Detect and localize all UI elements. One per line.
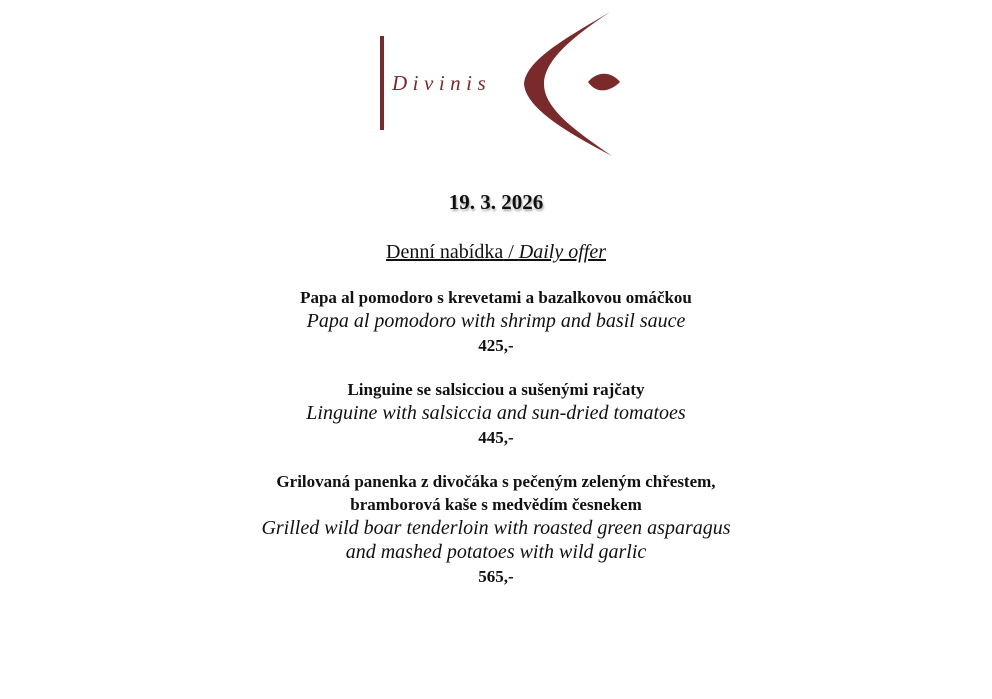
offer-title bbox=[0, 241, 992, 264]
dish-item bbox=[0, 378, 992, 451]
menu-date: 19. 3. 2026 bbox=[448, 190, 544, 214]
dish-item bbox=[0, 470, 992, 590]
dish-name-en: and mashed potatoes with wild garlic bbox=[345, 541, 647, 563]
logo-bar bbox=[380, 36, 384, 130]
logo-wordmark: Divinis bbox=[392, 71, 492, 95]
dish-name-en: Linguine with salsiccia and sun-dried tomatoes bbox=[306, 402, 686, 424]
logo-drop bbox=[588, 74, 620, 91]
dish-name-en: Papa al pomodoro with shrimp and basil sauce bbox=[306, 310, 686, 332]
dish-name-cz: Grilovaná panenka z divočáka s pečeným zeleným chřestem, bbox=[276, 472, 716, 491]
dish-item bbox=[0, 286, 992, 359]
divinis-logo-mark bbox=[376, 8, 626, 160]
dish-price: 425,- bbox=[478, 336, 514, 355]
divinis-logo bbox=[376, 8, 626, 160]
offer-title-cz: Denní nabídka bbox=[386, 241, 504, 263]
offer-title-separator: / bbox=[503, 241, 519, 263]
dish-name-cz: bramborová kaše s medvědím česnekem bbox=[350, 495, 642, 514]
dish-name-cz: Papa al pomodoro s krevetami a bazalkovou omáčkou bbox=[300, 288, 692, 307]
dish-name-cz: Linguine se salsicciou a sušenými rajčaty bbox=[347, 380, 645, 399]
dish-price: 565,- bbox=[478, 567, 514, 586]
offer-title-en: Daily offer bbox=[518, 241, 606, 263]
dish-name-en: Grilled wild boar tenderloin with roasted green asparagus bbox=[261, 517, 731, 539]
dish-price: 445,- bbox=[478, 428, 514, 447]
